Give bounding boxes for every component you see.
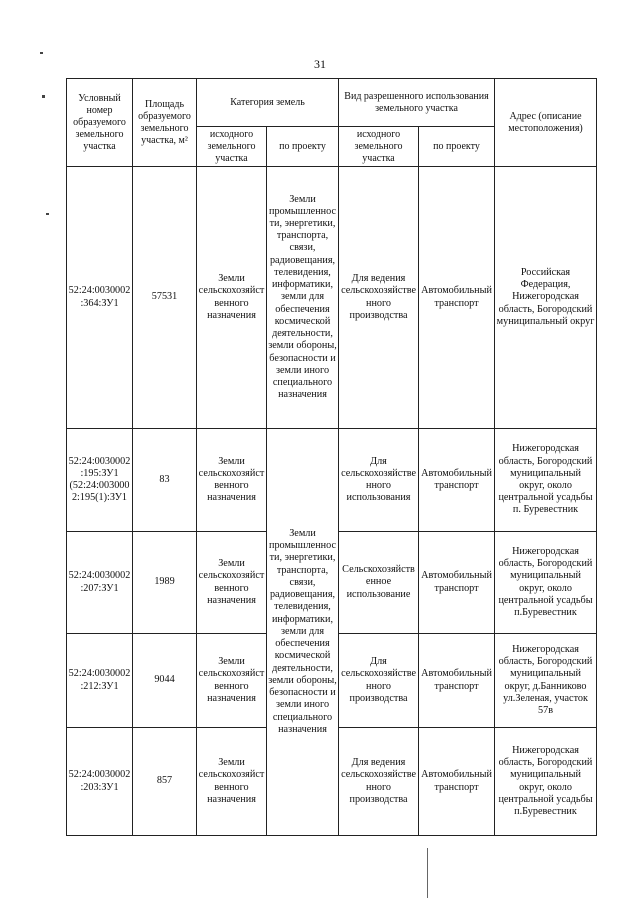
cell-address: Нижегородская область, Богородский муниципальный округ, около центральной усадьбы п. Буревестник <box>495 429 597 532</box>
cell-address: Нижегородская область, Богородский муниципальный округ, д.Банниково ул.Зеленая, участок 57в <box>495 634 597 728</box>
table-row <box>67 167 597 429</box>
cell-category-original: Земли сельскохозяйственного назначения <box>197 728 267 836</box>
cell-area: 83 <box>133 429 197 532</box>
cell-cadastral: 52:24:0030002:195:ЗУ1 (52:24:0030002:195(1):ЗУ1 <box>67 429 133 532</box>
cell-category-original: Земли сельскохозяйственного назначения <box>197 429 267 532</box>
cell-area: 857 <box>133 728 197 836</box>
header-address: Адрес (описание местоположения) <box>495 79 597 167</box>
land-plots-table <box>66 78 597 836</box>
header-category-original: исходного земельного участка <box>197 127 267 167</box>
header-cadastral-number: Условный номер образуемого земельного участка <box>67 79 133 167</box>
cell-area: 57531 <box>133 167 197 429</box>
header-use-project: по проекту <box>419 127 495 167</box>
header-land-category: Категория земель <box>197 79 339 127</box>
cell-use-original: Для ведения сельскохозяйственного производства <box>339 167 419 429</box>
cell-category-original: Земли сельскохозяйственного назначения <box>197 634 267 728</box>
header-permitted-use: Вид разрешенного использования земельного участка <box>339 79 495 127</box>
table-row <box>67 429 597 532</box>
header-category-project: по проекту <box>267 127 339 167</box>
cell-use-project: Автомобильный транспорт <box>419 429 495 532</box>
header-area: Площадь образуемого земельного участка, м² <box>133 79 197 167</box>
cell-area: 9044 <box>133 634 197 728</box>
cell-cadastral: 52:24:0030002:364:ЗУ1 <box>67 167 133 429</box>
cell-use-project: Автомобильный транспорт <box>419 728 495 836</box>
scan-line <box>427 848 428 898</box>
cell-category-original: Земли сельскохозяйственного назначения <box>197 167 267 429</box>
scan-dot <box>42 95 45 98</box>
cell-category-project-merged: Земли промышленности, энергетики, транспорта, связи, радиовещания, телевидения, информатики, земли для обеспечения космической деятельности, земли обороны, безопасности и земли иного специального назначения <box>267 429 339 836</box>
scan-dot <box>40 52 43 54</box>
cell-category-original: Земли сельскохозяйственного назначения <box>197 532 267 634</box>
cell-address: Российская Федерация, Нижегородская область, Богородский муниципальный округ <box>495 167 597 429</box>
cell-use-project: Автомобильный транспорт <box>419 532 495 634</box>
cell-use-original: Для сельскохозяйственного использования <box>339 429 419 532</box>
cell-use-project: Автомобильный транспорт <box>419 634 495 728</box>
cell-cadastral: 52:24:0030002:203:ЗУ1 <box>67 728 133 836</box>
cell-area: 1989 <box>133 532 197 634</box>
cell-use-project: Автомобильный транспорт <box>419 167 495 429</box>
cell-address: Нижегородская область, Богородский муниципальный округ, около центральной усадьбы п.Буревестник <box>495 532 597 634</box>
cell-cadastral: 52:24:0030002:212:ЗУ1 <box>67 634 133 728</box>
cell-use-original: Для ведения сельскохозяйственного производства <box>339 728 419 836</box>
cell-address: Нижегородская область, Богородский муниципальный округ, около центральной усадьбы п.Буревестник <box>495 728 597 836</box>
cell-use-original: Сельскохозяйственное использование <box>339 532 419 634</box>
cell-use-original: Для сельскохозяйственного производства <box>339 634 419 728</box>
cell-category-project: Земли промышленности, энергетики, транспорта, связи, радиовещания, телевидения, информатики, земли для обеспечения космической деятельности, земли обороны, безопасности и земли иного специального назначения <box>267 167 339 429</box>
page-number: 31 <box>314 57 326 71</box>
scan-dot <box>46 213 49 215</box>
cell-cadastral: 52:24:0030002:207:ЗУ1 <box>67 532 133 634</box>
header-use-original: исходного земельного участка <box>339 127 419 167</box>
